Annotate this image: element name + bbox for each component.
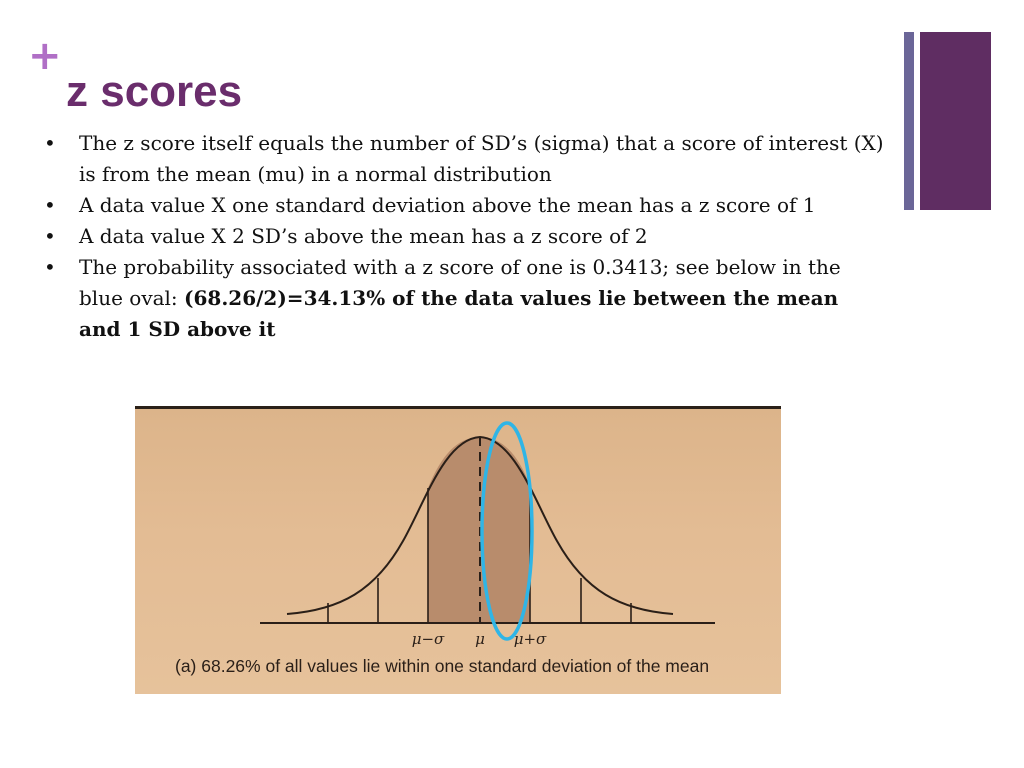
bullet-marker: • bbox=[44, 224, 56, 248]
bullet-text: The z score itself equals the number of SD’s (sigma) that a score of interest (X) is from the mean (mu) in a normal distribution bbox=[79, 131, 884, 186]
bullet-text: A data value X one standard deviation above the mean has a z score of 1 bbox=[79, 193, 816, 217]
bullet-text: The probability associated with a z score of one is 0.3413; see below in the blue oval: bbox=[79, 255, 841, 310]
figure-caption bbox=[175, 656, 709, 676]
bullet-item bbox=[44, 128, 884, 190]
plus-icon: + bbox=[28, 33, 62, 79]
slide-title: z scores bbox=[66, 67, 243, 116]
tick-label-mu: μ bbox=[475, 630, 485, 648]
caption-prefix: (a) bbox=[175, 656, 202, 676]
normal-distribution-photo bbox=[135, 406, 781, 694]
decorative-bar-thick bbox=[920, 32, 991, 210]
normal-curve-figure bbox=[135, 406, 781, 694]
caption-highlight: 68.26% bbox=[201, 656, 261, 676]
bullet-marker: • bbox=[44, 193, 56, 217]
caption-rest: of all values lie within one standard deviation of the mean bbox=[260, 656, 710, 676]
bullet-marker: • bbox=[44, 255, 56, 279]
tick-label-mu-plus-sigma: μ+σ bbox=[513, 630, 547, 648]
bullet-text: A data value X 2 SD’s above the mean has a z score of 2 bbox=[79, 224, 648, 248]
tick-label-mu-minus-sigma: μ−σ bbox=[411, 630, 445, 648]
bullet-item bbox=[44, 252, 884, 345]
bullet-list bbox=[44, 128, 884, 345]
bullet-item bbox=[44, 190, 884, 221]
bullet-bold-text: (68.26/2)=34.13% of the data values lie between the mean and 1 SD above it bbox=[79, 286, 839, 341]
decorative-bar-thin bbox=[904, 32, 914, 210]
bullet-marker: • bbox=[44, 131, 56, 155]
bullet-item bbox=[44, 221, 884, 252]
